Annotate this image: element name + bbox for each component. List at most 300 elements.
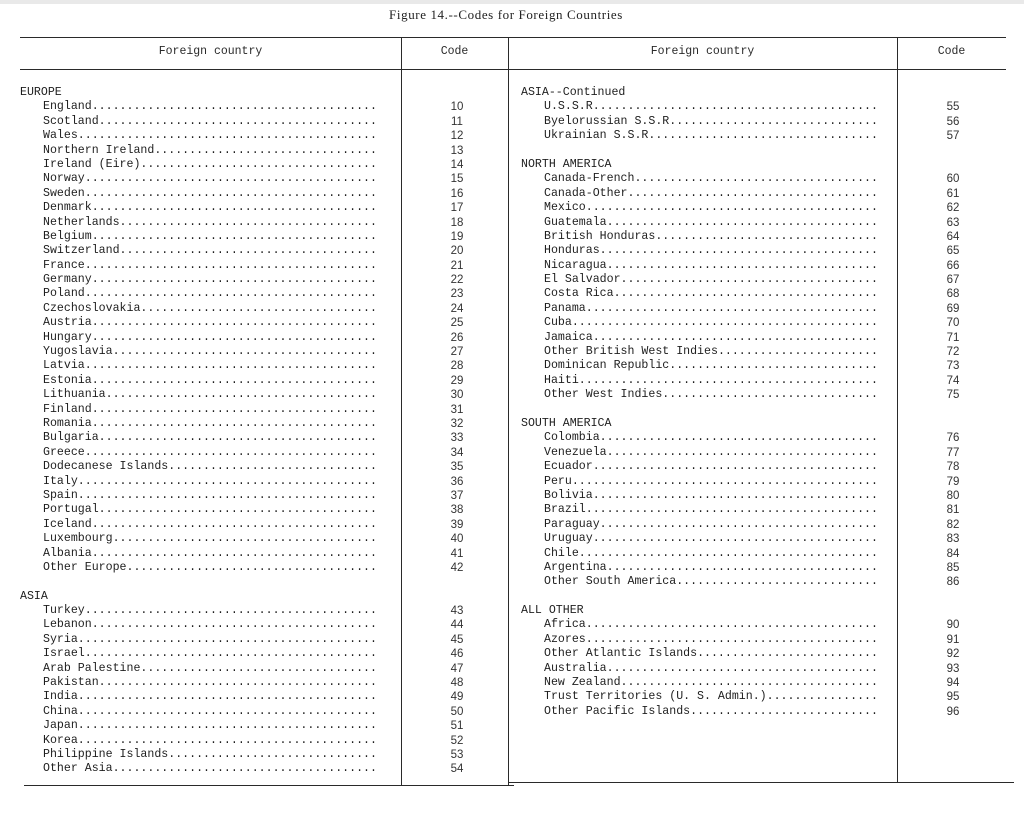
country-label: Lebanon [43, 618, 92, 632]
header-right-country: Foreign country [650, 45, 755, 58]
country-name [521, 172, 878, 186]
country-label: Bolivia [544, 488, 593, 502]
dot-leader: ......................................... [592, 330, 878, 344]
country-label: Canada-French [544, 172, 635, 186]
country-name [20, 388, 377, 402]
country-label: Northern Ireland [43, 143, 155, 157]
page-edge [0, 0, 1024, 4]
country-row [20, 144, 386, 158]
dot-leader: ..................................... [620, 676, 878, 690]
country-name [521, 388, 878, 402]
country-row [20, 647, 386, 661]
left-country-list [20, 86, 386, 777]
country-label: Other South America [544, 575, 677, 589]
dot-leader: ....................................... [105, 388, 377, 402]
country-code: 68 [946, 288, 960, 301]
country-name [20, 633, 377, 647]
country-code: 80 [946, 489, 960, 502]
country-row [20, 388, 386, 402]
country-name [521, 690, 878, 704]
country-code: 53 [450, 748, 464, 761]
country-label: Azores [544, 632, 586, 646]
dot-leader: .......................................... [84, 287, 377, 301]
country-code: 44 [450, 619, 464, 632]
country-name [20, 201, 377, 215]
country-label: U.S.S.R. [544, 100, 600, 114]
dot-leader: ......................................... [91, 373, 377, 387]
country-row [20, 719, 386, 733]
country-label: Paraguay [544, 517, 600, 531]
dot-leader: ........................................... [77, 733, 377, 747]
country-code: 36 [450, 475, 464, 488]
dot-leader: ......................................... [91, 316, 377, 330]
country-code: 63 [946, 216, 960, 229]
dot-leader: ........................................ [599, 431, 878, 445]
region-section-south-america [521, 417, 887, 590]
country-name [20, 662, 377, 676]
country-code: 46 [450, 648, 464, 661]
country-label: Mexico [544, 201, 586, 215]
country-code: 93 [946, 662, 960, 675]
country-name [20, 417, 377, 431]
country-name [521, 374, 878, 388]
dot-leader: ...................................... [613, 287, 878, 301]
country-name [20, 431, 377, 445]
country-code: 64 [946, 230, 960, 243]
right-code-list [897, 86, 1009, 719]
country-label: Finland [43, 402, 92, 416]
country-label: Nicaragua [544, 258, 607, 272]
region-heading-spacer [897, 158, 1009, 172]
country-name [20, 100, 377, 114]
country-label: Other West Indies [544, 388, 663, 402]
region-heading: SOUTH AMERICA [521, 416, 612, 430]
country-code: 74 [946, 374, 960, 387]
country-row [521, 575, 887, 589]
header-left-country: Foreign country [158, 45, 263, 58]
country-name [521, 662, 878, 676]
country-code: 17 [450, 202, 464, 215]
right-country-list [521, 86, 887, 719]
dot-leader: ................................ [154, 143, 377, 157]
country-name [521, 489, 878, 503]
dot-leader: .................................. [140, 157, 377, 171]
country-row [20, 748, 386, 762]
country-label: Pakistan [43, 676, 99, 690]
country-code: 55 [946, 101, 960, 114]
country-label: Norway [43, 172, 85, 186]
country-code: 33 [450, 432, 464, 445]
dot-leader: ........................................ [599, 100, 878, 114]
dot-leader: ......................................... [91, 201, 377, 215]
country-label: Korea [43, 733, 78, 747]
country-row [20, 460, 386, 474]
dot-leader: ........................................... [578, 373, 878, 387]
country-name [20, 187, 377, 201]
country-label: India [43, 690, 78, 704]
section-gap [897, 403, 1009, 417]
country-label: Luxembourg [43, 532, 113, 546]
country-name [20, 475, 377, 489]
country-label: Portugal [43, 503, 99, 517]
country-label: Honduras [544, 244, 600, 258]
country-label: Denmark [43, 201, 92, 215]
country-row [521, 662, 887, 676]
country-name [20, 705, 377, 719]
country-code: 25 [450, 317, 464, 330]
country-row [521, 388, 887, 402]
country-name [20, 532, 377, 546]
dot-leader: ............................................ [571, 316, 878, 330]
country-code: 81 [946, 504, 960, 517]
country-row [20, 676, 386, 690]
country-label: Scotland [43, 114, 99, 128]
country-code: 47 [450, 662, 464, 675]
country-name [521, 633, 878, 647]
country-row [20, 100, 386, 114]
country-name [521, 475, 878, 489]
country-code: 18 [450, 216, 464, 229]
country-row [20, 316, 386, 330]
country-row [521, 100, 887, 114]
country-row [521, 216, 887, 230]
dot-leader: ........................................... [77, 704, 377, 718]
country-row [20, 201, 386, 215]
country-name [20, 762, 377, 776]
dot-leader: .......................................... [84, 172, 377, 186]
region-heading: ASIA--Continued [521, 86, 626, 99]
country-code: 70 [946, 317, 960, 330]
header-right-code: Code [937, 45, 966, 58]
dot-leader: .......................................... [84, 604, 377, 618]
dot-leader: .......................................... [84, 359, 377, 373]
region-heading-spacer [897, 86, 1009, 100]
country-row [521, 446, 887, 460]
country-name [521, 201, 878, 215]
dot-leader: ......................................... [592, 488, 878, 502]
country-label: France [43, 258, 85, 272]
country-row [20, 287, 386, 301]
country-row [521, 172, 887, 186]
country-code: 50 [450, 705, 464, 718]
country-label: Guatemala [544, 215, 607, 229]
dot-leader: ......................................... [91, 229, 377, 243]
dot-leader: ........................................... [77, 632, 377, 646]
country-name [20, 115, 377, 129]
dot-leader: ............................................ [571, 474, 878, 488]
dot-leader: ......................................... [91, 402, 377, 416]
country-row [521, 244, 887, 258]
country-label: Syria [43, 632, 78, 646]
country-name [20, 244, 377, 258]
left-code-list [401, 86, 513, 777]
country-code: 24 [450, 302, 464, 315]
country-name [20, 647, 377, 661]
country-row [20, 503, 386, 517]
country-code: 96 [946, 705, 960, 718]
section-gap [401, 575, 513, 589]
country-name [521, 287, 878, 301]
country-label: Yugoslavia [43, 345, 113, 359]
country-label: Arab Palestine [43, 661, 141, 675]
dot-leader: ................ [766, 690, 878, 704]
country-code: 79 [946, 475, 960, 488]
dot-leader: .................................. [140, 301, 377, 315]
country-row [20, 734, 386, 748]
dot-leader: ....................................... [606, 560, 878, 574]
region-heading-spacer [897, 604, 1009, 618]
country-label: Other British West Indies [544, 345, 718, 359]
dot-leader: ........................................... [77, 129, 377, 143]
country-code: 67 [946, 274, 960, 287]
country-name [521, 331, 878, 345]
country-name [20, 172, 377, 186]
country-row [20, 690, 386, 704]
region-section-europe [20, 86, 386, 575]
country-code: 83 [946, 533, 960, 546]
country-label: Jamaica [544, 330, 593, 344]
country-name [20, 618, 377, 632]
country-row [20, 172, 386, 186]
country-row [521, 316, 887, 330]
region-section-north-america [521, 158, 887, 403]
country-code: 77 [946, 446, 960, 459]
country-code: 23 [450, 288, 464, 301]
country-code: 51 [450, 720, 464, 733]
dot-leader: ................................ [655, 129, 878, 143]
dot-leader: ........................................ [599, 244, 878, 258]
dot-leader: ......................................... [91, 100, 377, 114]
dot-leader: ....................................... [606, 445, 878, 459]
country-code: 76 [946, 432, 960, 445]
country-label: China [43, 704, 78, 718]
country-label: Other Europe [43, 560, 127, 574]
country-code: 60 [946, 173, 960, 186]
country-label: Poland [43, 287, 85, 301]
dot-leader: ...................................... [112, 532, 377, 546]
country-name [521, 446, 878, 460]
country-label: Panama [544, 301, 586, 315]
country-code: 82 [946, 518, 960, 531]
dot-leader: ..................................... [119, 215, 377, 229]
figure-title: Figure 14.--Codes for Foreign Countries [389, 7, 623, 22]
table-bottom-rule-left [24, 785, 514, 786]
country-code: 56 [946, 115, 960, 128]
country-name [20, 403, 377, 417]
country-row [20, 561, 386, 575]
country-row [20, 187, 386, 201]
country-label: Dodecanese Islands [43, 460, 169, 474]
dot-leader: ................................... [634, 172, 878, 186]
country-code: 54 [450, 763, 464, 776]
country-name [521, 503, 878, 517]
country-row [521, 302, 887, 316]
country-code: 26 [450, 331, 464, 344]
dot-leader: ........................................... [77, 719, 377, 733]
country-code: 21 [450, 259, 464, 272]
dot-leader: ......................................... [91, 273, 377, 287]
country-row [20, 618, 386, 632]
dot-leader: ........................... [690, 704, 878, 718]
dot-leader: ........................................... [77, 474, 377, 488]
country-name [20, 460, 377, 474]
country-code: 48 [450, 677, 464, 690]
country-row [20, 374, 386, 388]
country-name [20, 331, 377, 345]
country-name [521, 100, 878, 114]
country-row [20, 446, 386, 460]
country-code: 42 [450, 561, 464, 574]
country-code: 43 [450, 605, 464, 618]
country-code: 72 [946, 346, 960, 359]
table-top-rule [20, 37, 1006, 38]
country-code: 15 [450, 173, 464, 186]
country-code: 62 [946, 202, 960, 215]
country-code: 94 [946, 677, 960, 690]
country-row [20, 417, 386, 431]
country-code: 13 [450, 144, 464, 157]
country-label: Colombia [544, 431, 600, 445]
country-code: 65 [946, 245, 960, 258]
country-row [20, 345, 386, 359]
country-label: Estonia [43, 373, 92, 387]
country-code: 86 [946, 576, 960, 589]
country-code: 35 [450, 461, 464, 474]
country-row [20, 115, 386, 129]
dot-leader: ....................................... [606, 258, 878, 272]
country-label: Haiti [544, 373, 579, 387]
country-code: 20 [450, 245, 464, 258]
country-code: 10 [450, 101, 464, 114]
dot-leader: .............................. [168, 460, 377, 474]
country-code: 22 [450, 274, 464, 287]
country-row [20, 259, 386, 273]
country-label: Other Asia [43, 762, 113, 776]
country-code: 66 [946, 259, 960, 272]
country-row [521, 259, 887, 273]
country-row [521, 475, 887, 489]
country-name [20, 503, 377, 517]
country-label: Canada-Other [544, 186, 628, 200]
country-label: Australia [544, 661, 607, 675]
country-row [20, 129, 386, 143]
country-row [20, 532, 386, 546]
country-code: 29 [450, 374, 464, 387]
country-code: 84 [946, 547, 960, 560]
country-row [20, 475, 386, 489]
country-name [521, 115, 878, 129]
country-name [20, 446, 377, 460]
region-heading: NORTH AMERICA [521, 157, 612, 171]
country-row [521, 518, 887, 532]
dot-leader: ......................................... [91, 416, 377, 430]
country-label: Venezuela [544, 445, 607, 459]
country-row [521, 618, 887, 632]
country-label: Byelorussian S.S.R. [544, 114, 677, 128]
country-name [521, 302, 878, 316]
dot-leader: .......................................... [84, 445, 377, 459]
dot-leader: .................................... [126, 560, 377, 574]
country-row [521, 676, 887, 690]
country-row [521, 647, 887, 661]
country-name [20, 734, 377, 748]
country-name [521, 647, 878, 661]
country-label: Other Atlantic Islands [544, 647, 698, 661]
country-row [521, 705, 887, 719]
country-row [20, 705, 386, 719]
country-label: Other Pacific Islands [544, 704, 691, 718]
region-section-all-other [521, 604, 887, 719]
dot-leader: ........................................... [77, 488, 377, 502]
dot-leader: ........................................ [98, 431, 377, 445]
country-name [521, 230, 878, 244]
country-name [521, 431, 878, 445]
country-code: 49 [450, 691, 464, 704]
country-name [20, 345, 377, 359]
country-code: 85 [946, 561, 960, 574]
country-code: 90 [946, 619, 960, 632]
country-code: 12 [450, 130, 464, 143]
country-code: 52 [450, 734, 464, 747]
country-name [20, 719, 377, 733]
dot-leader: ........................................... [578, 546, 878, 560]
country-name [20, 374, 377, 388]
country-row [521, 561, 887, 575]
country-label: El Salvador [544, 273, 621, 287]
dot-leader: .............................. [168, 747, 377, 761]
country-code: 31 [450, 403, 464, 416]
country-row [20, 633, 386, 647]
dot-leader: .......................... [697, 647, 878, 661]
country-row [20, 273, 386, 287]
country-row [20, 489, 386, 503]
dot-leader: ............................. [676, 575, 878, 589]
country-code: 11 [451, 115, 463, 128]
region-heading-spacer [401, 590, 513, 604]
country-row [521, 460, 887, 474]
country-row [521, 129, 887, 143]
country-code: 69 [946, 302, 960, 315]
country-row [521, 690, 887, 704]
country-row [20, 216, 386, 230]
country-label: Dominican Republic [544, 359, 670, 373]
section-gap [897, 590, 1009, 604]
dot-leader: .......................................... [585, 618, 878, 632]
country-label: Lithuania [43, 388, 106, 402]
country-name [20, 518, 377, 532]
country-name [20, 547, 377, 561]
dot-leader: ..................................... [620, 273, 878, 287]
dot-leader: ................................ [655, 229, 878, 243]
country-name [20, 230, 377, 244]
country-label: Argentina [544, 560, 607, 574]
country-row [521, 374, 887, 388]
country-label: Cuba [544, 316, 572, 330]
dot-leader: .......................................... [84, 647, 377, 661]
country-row [20, 359, 386, 373]
country-row [20, 158, 386, 172]
country-row [20, 518, 386, 532]
country-code: 57 [946, 130, 960, 143]
dot-leader: .................................. [140, 661, 377, 675]
country-label: Sweden [43, 186, 85, 200]
country-name [20, 604, 377, 618]
country-name [521, 460, 878, 474]
country-row [20, 547, 386, 561]
country-label: British Honduras [544, 229, 656, 243]
country-label: Iceland [43, 517, 92, 531]
country-code: 30 [450, 389, 464, 402]
